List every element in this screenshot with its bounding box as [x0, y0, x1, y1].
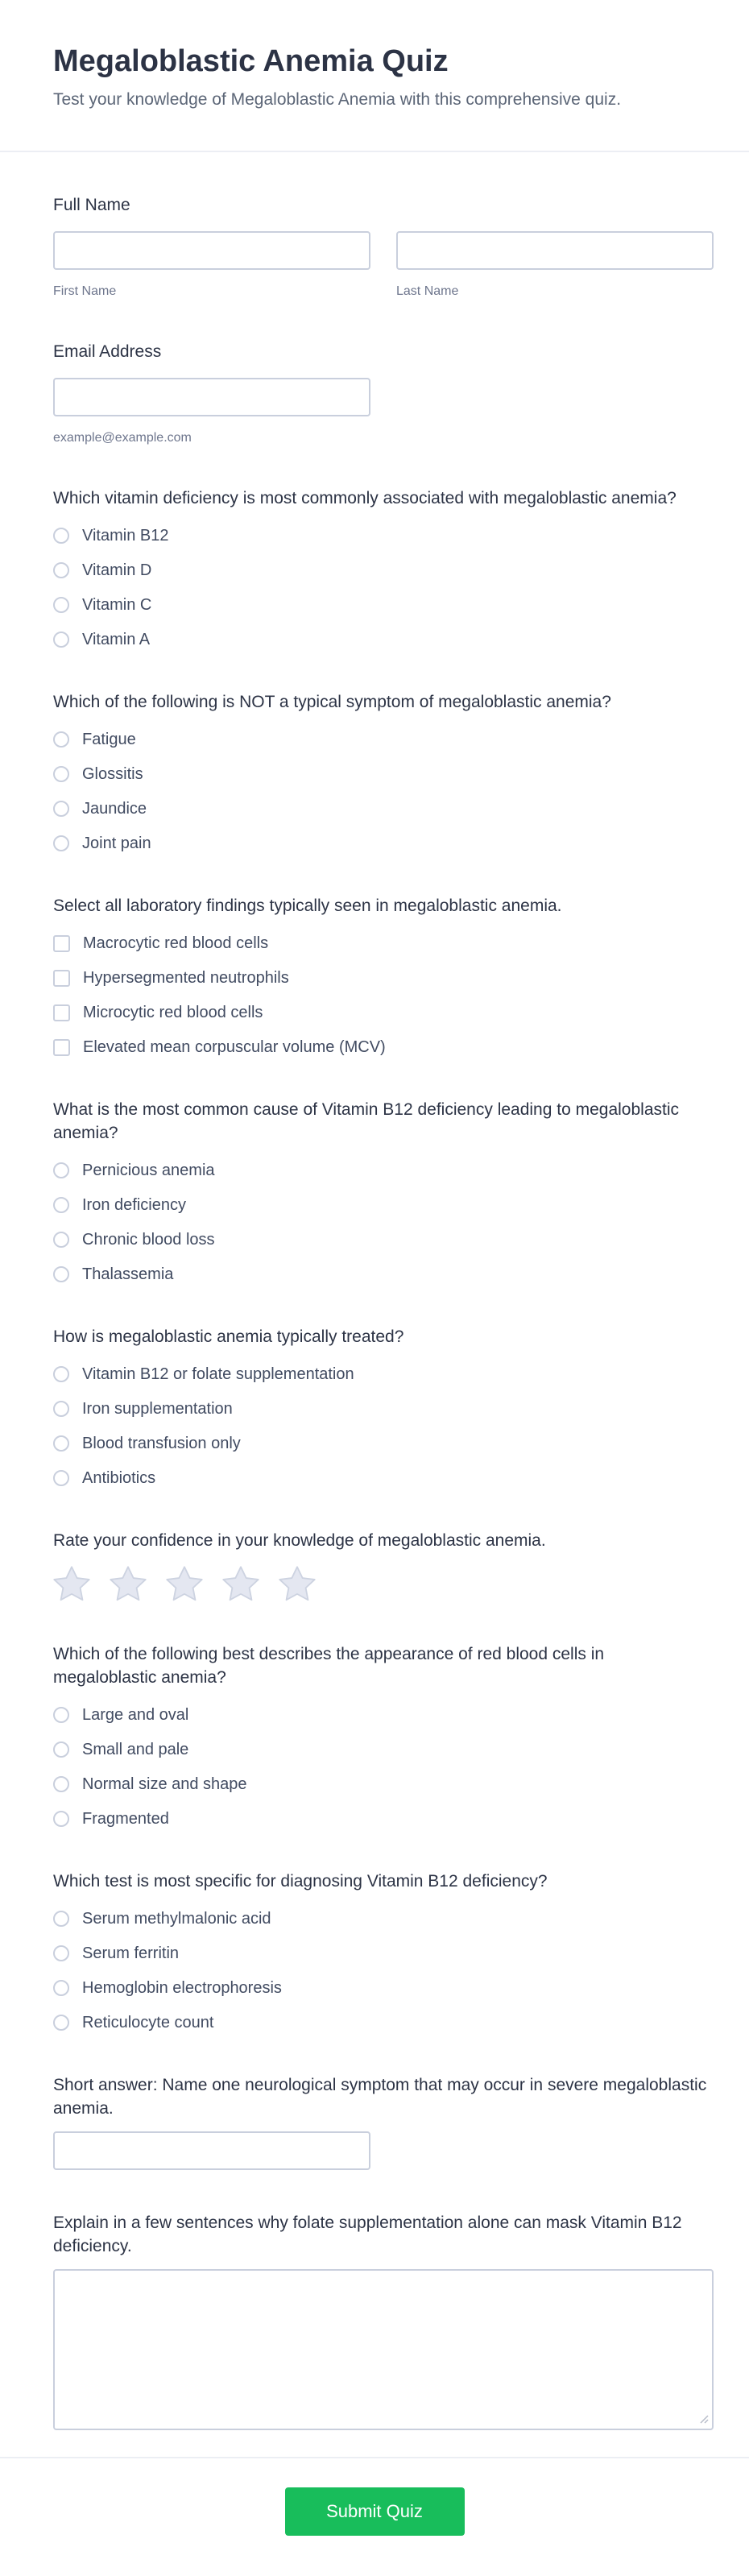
radio-option[interactable]	[53, 1230, 215, 1249]
star-rating	[53, 1566, 714, 1601]
star-icon[interactable]	[166, 1566, 203, 1601]
name-input-row	[53, 231, 714, 299]
checkbox-option[interactable]	[53, 1003, 263, 1022]
radio-icon[interactable]	[53, 1811, 69, 1827]
last-name-col	[396, 231, 714, 299]
question-8	[53, 1870, 714, 2032]
radio-icon[interactable]	[53, 801, 69, 817]
submit-button[interactable]: Submit Quiz	[285, 2487, 465, 2536]
rating-label: Rate your confidence in your knowledge of megaloblastic anemia.	[53, 1531, 546, 1551]
full-name-label: Full Name	[53, 195, 130, 214]
radio-option[interactable]	[53, 2013, 213, 2032]
long-answer-wrap	[53, 2269, 714, 2430]
option-label: Vitamin D	[82, 561, 152, 580]
option-label: Jaundice	[82, 800, 147, 818]
option-label: Large and oval	[82, 1705, 189, 1724]
star-icon[interactable]	[279, 1566, 316, 1601]
question-1	[53, 487, 714, 649]
question-1-options	[53, 526, 714, 649]
radio-icon[interactable]	[53, 632, 69, 648]
question-5-label: How is megaloblastic anemia typically treated?	[53, 1327, 404, 1347]
rating-field	[53, 1530, 714, 1601]
question-2-options	[53, 730, 714, 853]
option-label: Iron supplementation	[82, 1400, 233, 1418]
radio-option[interactable]	[53, 1705, 188, 1725]
form-subtitle: Test your knowledge of Megaloblastic Anemia with this comprehensive quiz.	[53, 89, 622, 109]
checkbox-option[interactable]	[53, 934, 268, 953]
form-title: Megaloblastic Anemia Quiz	[53, 44, 449, 78]
radio-option[interactable]	[53, 1399, 233, 1418]
form-body	[0, 194, 749, 2457]
last-name-sublabel: Last Name	[396, 284, 459, 298]
question-4-label: What is the most common cause of Vitamin B12 deficiency leading to megaloblastic anemia?	[53, 1100, 679, 1143]
short-answer-label: Short answer: Name one neurological symptom that may occur in severe megaloblastic anemia.	[53, 2075, 707, 2118]
option-label: Macrocytic red blood cells	[83, 934, 269, 953]
radio-option[interactable]	[53, 834, 151, 853]
radio-icon[interactable]	[53, 1401, 69, 1417]
radio-option[interactable]	[53, 730, 136, 749]
email-field	[53, 341, 714, 445]
radio-option[interactable]	[53, 595, 151, 615]
radio-icon[interactable]	[53, 2015, 69, 2031]
submit-section	[0, 2458, 749, 2576]
option-label: Chronic blood loss	[82, 1231, 215, 1249]
radio-icon[interactable]	[53, 1197, 69, 1213]
question-7-options	[53, 1705, 714, 1828]
first-name-input[interactable]	[53, 231, 370, 270]
first-name-sublabel: First Name	[53, 284, 117, 298]
radio-icon[interactable]	[53, 1776, 69, 1792]
radio-option[interactable]	[53, 1265, 173, 1284]
full-name-field	[53, 194, 714, 299]
question-4	[53, 1099, 714, 1284]
option-label: Fatigue	[82, 731, 136, 749]
radio-icon[interactable]	[53, 1945, 69, 1961]
radio-option[interactable]	[53, 1434, 241, 1453]
header-divider	[0, 151, 749, 152]
checkbox-icon[interactable]	[53, 935, 70, 952]
checkbox-icon[interactable]	[53, 970, 70, 987]
option-label: Pernicious anemia	[82, 1162, 215, 1180]
option-label: Antibiotics	[82, 1469, 156, 1488]
radio-icon[interactable]	[53, 562, 69, 578]
option-label: Serum ferritin	[82, 1944, 180, 1962]
radio-option[interactable]	[53, 799, 147, 818]
option-label: Iron deficiency	[82, 1196, 186, 1215]
radio-icon[interactable]	[53, 1366, 69, 1382]
last-name-input[interactable]	[396, 231, 714, 270]
option-label: Microcytic red blood cells	[83, 1004, 263, 1022]
star-icon[interactable]	[222, 1566, 259, 1601]
question-1-label: Which vitamin deficiency is most commonly associated with megaloblastic anemia?	[53, 489, 677, 508]
radio-icon[interactable]	[53, 1232, 69, 1248]
radio-option[interactable]	[53, 526, 168, 545]
star-icon[interactable]	[110, 1566, 147, 1601]
radio-icon[interactable]	[53, 1980, 69, 1996]
option-label: Normal size and shape	[82, 1775, 247, 1793]
star-icon[interactable]	[53, 1566, 90, 1601]
option-label: Hypersegmented neutrophils	[83, 969, 289, 988]
radio-icon[interactable]	[53, 766, 69, 782]
radio-option[interactable]	[53, 764, 143, 784]
radio-option[interactable]	[53, 561, 151, 580]
long-answer-label: Explain in a few sentences why folate supplementation alone can mask Vitamin B12 deficiency.	[53, 2213, 682, 2255]
email-label: Email Address	[53, 342, 162, 362]
question-2-label: Which of the following is NOT a typical symptom of megaloblastic anemia?	[53, 693, 611, 712]
radio-icon[interactable]	[53, 1266, 69, 1282]
option-label: Thalassemia	[82, 1265, 174, 1284]
option-label: Vitamin A	[82, 631, 151, 649]
radio-icon[interactable]	[53, 731, 69, 748]
question-3	[53, 895, 714, 1057]
option-label: Hemoglobin electrophoresis	[82, 1978, 282, 1997]
checkbox-icon[interactable]	[53, 1004, 70, 1021]
radio-icon[interactable]	[53, 1470, 69, 1486]
checkbox-icon[interactable]	[53, 1039, 70, 1056]
form-header	[0, 0, 749, 110]
checkbox-option[interactable]	[53, 1037, 386, 1057]
option-label: Serum methylmalonic acid	[82, 1909, 271, 1928]
radio-icon[interactable]	[53, 1741, 69, 1758]
option-label: Vitamin B12 or folate supplementation	[82, 1365, 354, 1384]
radio-icon[interactable]	[53, 1707, 69, 1723]
radio-option[interactable]	[53, 1809, 169, 1828]
radio-option[interactable]	[53, 1740, 188, 1759]
question-5-options	[53, 1365, 714, 1488]
radio-option[interactable]	[53, 1944, 179, 1963]
question-4-options	[53, 1161, 714, 1284]
option-label: Elevated mean corpuscular volume (MCV)	[83, 1038, 386, 1057]
radio-option[interactable]	[53, 1365, 354, 1384]
radio-option[interactable]	[53, 630, 150, 649]
option-label: Vitamin C	[82, 596, 152, 615]
radio-icon[interactable]	[53, 1435, 69, 1452]
option-label: Vitamin B12	[82, 527, 169, 545]
option-label: Joint pain	[82, 835, 151, 853]
radio-icon[interactable]	[53, 835, 69, 851]
short-answer-field	[53, 2074, 714, 2170]
first-name-col	[53, 231, 370, 299]
option-label: Fragmented	[82, 1809, 169, 1828]
option-label: Glossitis	[82, 765, 143, 784]
radio-icon[interactable]	[53, 597, 69, 613]
radio-icon[interactable]	[53, 528, 69, 544]
resize-handle-icon[interactable]	[698, 2413, 709, 2424]
long-answer-textarea[interactable]	[53, 2269, 714, 2430]
question-3-options	[53, 934, 714, 1057]
email-input[interactable]	[53, 378, 370, 416]
question-7	[53, 1643, 714, 1828]
radio-option[interactable]	[53, 1468, 155, 1488]
radio-icon[interactable]	[53, 1911, 69, 1927]
email-col	[53, 378, 370, 445]
question-7-label: Which of the following best describes the appearance of red blood cells in megaloblastic anemia?	[53, 1644, 605, 1687]
question-8-label: Which test is most specific for diagnosing Vitamin B12 deficiency?	[53, 1871, 548, 1891]
short-answer-input[interactable]	[53, 2131, 370, 2170]
radio-option[interactable]	[53, 1909, 271, 1928]
radio-option[interactable]	[53, 1978, 282, 1998]
radio-icon[interactable]	[53, 1162, 69, 1178]
radio-option[interactable]	[53, 1195, 186, 1215]
question-5	[53, 1326, 714, 1488]
option-label: Blood transfusion only	[82, 1435, 241, 1453]
question-3-label: Select all laboratory findings typically seen in megaloblastic anemia.	[53, 897, 562, 916]
radio-option[interactable]	[53, 1161, 215, 1180]
question-8-options	[53, 1909, 714, 2032]
option-label: Reticulocyte count	[82, 2013, 214, 2031]
checkbox-option[interactable]	[53, 968, 289, 988]
option-label: Small and pale	[82, 1740, 189, 1758]
radio-option[interactable]	[53, 1775, 247, 1794]
long-answer-field	[53, 2212, 714, 2430]
email-sublabel: example@example.com	[53, 431, 192, 445]
question-2	[53, 691, 714, 853]
